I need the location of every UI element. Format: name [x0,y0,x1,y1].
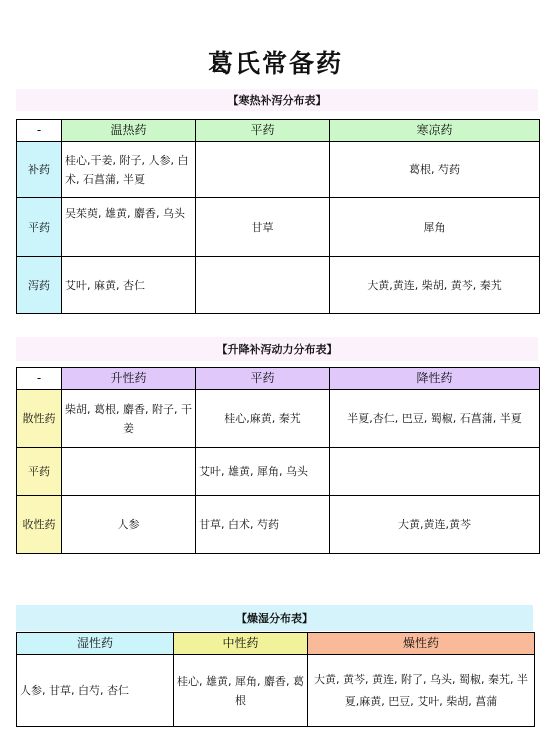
table2 [16,367,540,554]
table1-cell: 犀角 [330,198,540,257]
table1-row-label: 泻药 [17,257,62,314]
table2-row-label: 散性药 [17,390,62,448]
table-row [17,496,540,554]
page-title: 葛氏常备药 [207,49,343,78]
table1-cell: 吴茱萸, 雄黄, 麝香, 乌头 [62,198,196,257]
table1-corner: - [17,120,62,142]
table2-cell: 柴胡, 葛根, 麝香, 附子, 干姜 [62,390,196,448]
table2-cell: 艾叶, 雄黄, 犀角, 乌头 [196,448,330,496]
table3-cell-wet: 人参, 甘草, 白芍, 杏仁 [17,655,174,727]
table1-header-row [17,120,540,142]
table3-header-dry: 燥性药 [308,633,535,655]
table1 [16,119,540,314]
table-row [17,655,535,727]
table1-header-cold: 寒凉药 [330,120,540,142]
table1-header-neutral: 平药 [196,120,330,142]
table1-header-warm: 温热药 [62,120,196,142]
table2-header-neutral: 平药 [196,368,330,390]
table-row [17,198,540,257]
table2-corner: - [17,368,62,390]
table2-header-up: 升性药 [62,368,196,390]
table3-header-neutral: 中性药 [174,633,308,655]
table2-header-down: 降性药 [330,368,540,390]
table2-cell: 半夏,杏仁, 巴豆, 蜀椒, 石菖蒲, 半夏 [330,390,540,448]
table1-cell: 大黄,黄连, 柴胡, 黄芩, 秦艽 [330,257,540,314]
table2-cell: 桂心,麻黄, 秦艽 [196,390,330,448]
table2-row-label: 平药 [17,448,62,496]
table3-caption: 【燥湿分布表】 [16,605,533,631]
table1-cell: 桂心,干姜, 附子, 人参, 白术, 石菖蒲, 半夏 [62,142,196,198]
table2-cell [330,448,540,496]
table2-header-row [17,368,540,390]
table3-header-wet: 湿性药 [17,633,174,655]
table3 [16,632,535,727]
table2-cell: 大黄,黄连,黄芩 [330,496,540,554]
table2-cell: 人参 [62,496,196,554]
table2-row-label: 收性药 [17,496,62,554]
table2-cell [62,448,196,496]
table-row [17,142,540,198]
table1-cell: 艾叶, 麻黄, 杏仁 [62,257,196,314]
table1-row-label: 补药 [17,142,62,198]
table2-caption: 【升降补泻动力分布表】 [16,337,538,361]
table3-cell-dry: 大黄, 黄芩, 黄连, 附了, 乌头, 蜀椒, 秦艽, 半夏,麻黄, 巴豆, 艾叶, 柴胡, 菖蒲 [308,655,535,727]
table3-cell-neutral: 桂心, 雄黄, 犀角, 麝香, 葛根 [174,655,308,727]
table-row [17,257,540,314]
table1-cell [196,142,330,198]
table-row [17,448,540,496]
table2-cell: 甘草, 白术, 芍药 [196,496,330,554]
table-row [17,390,540,448]
table1-cell [196,257,330,314]
table1-row-label: 平药 [17,198,62,257]
table3-header-row [17,633,535,655]
table1-cell: 葛根, 芍药 [330,142,540,198]
table1-cell: 甘草 [196,198,330,257]
table1-caption: 【寒热补泻分布表】 [16,89,538,111]
